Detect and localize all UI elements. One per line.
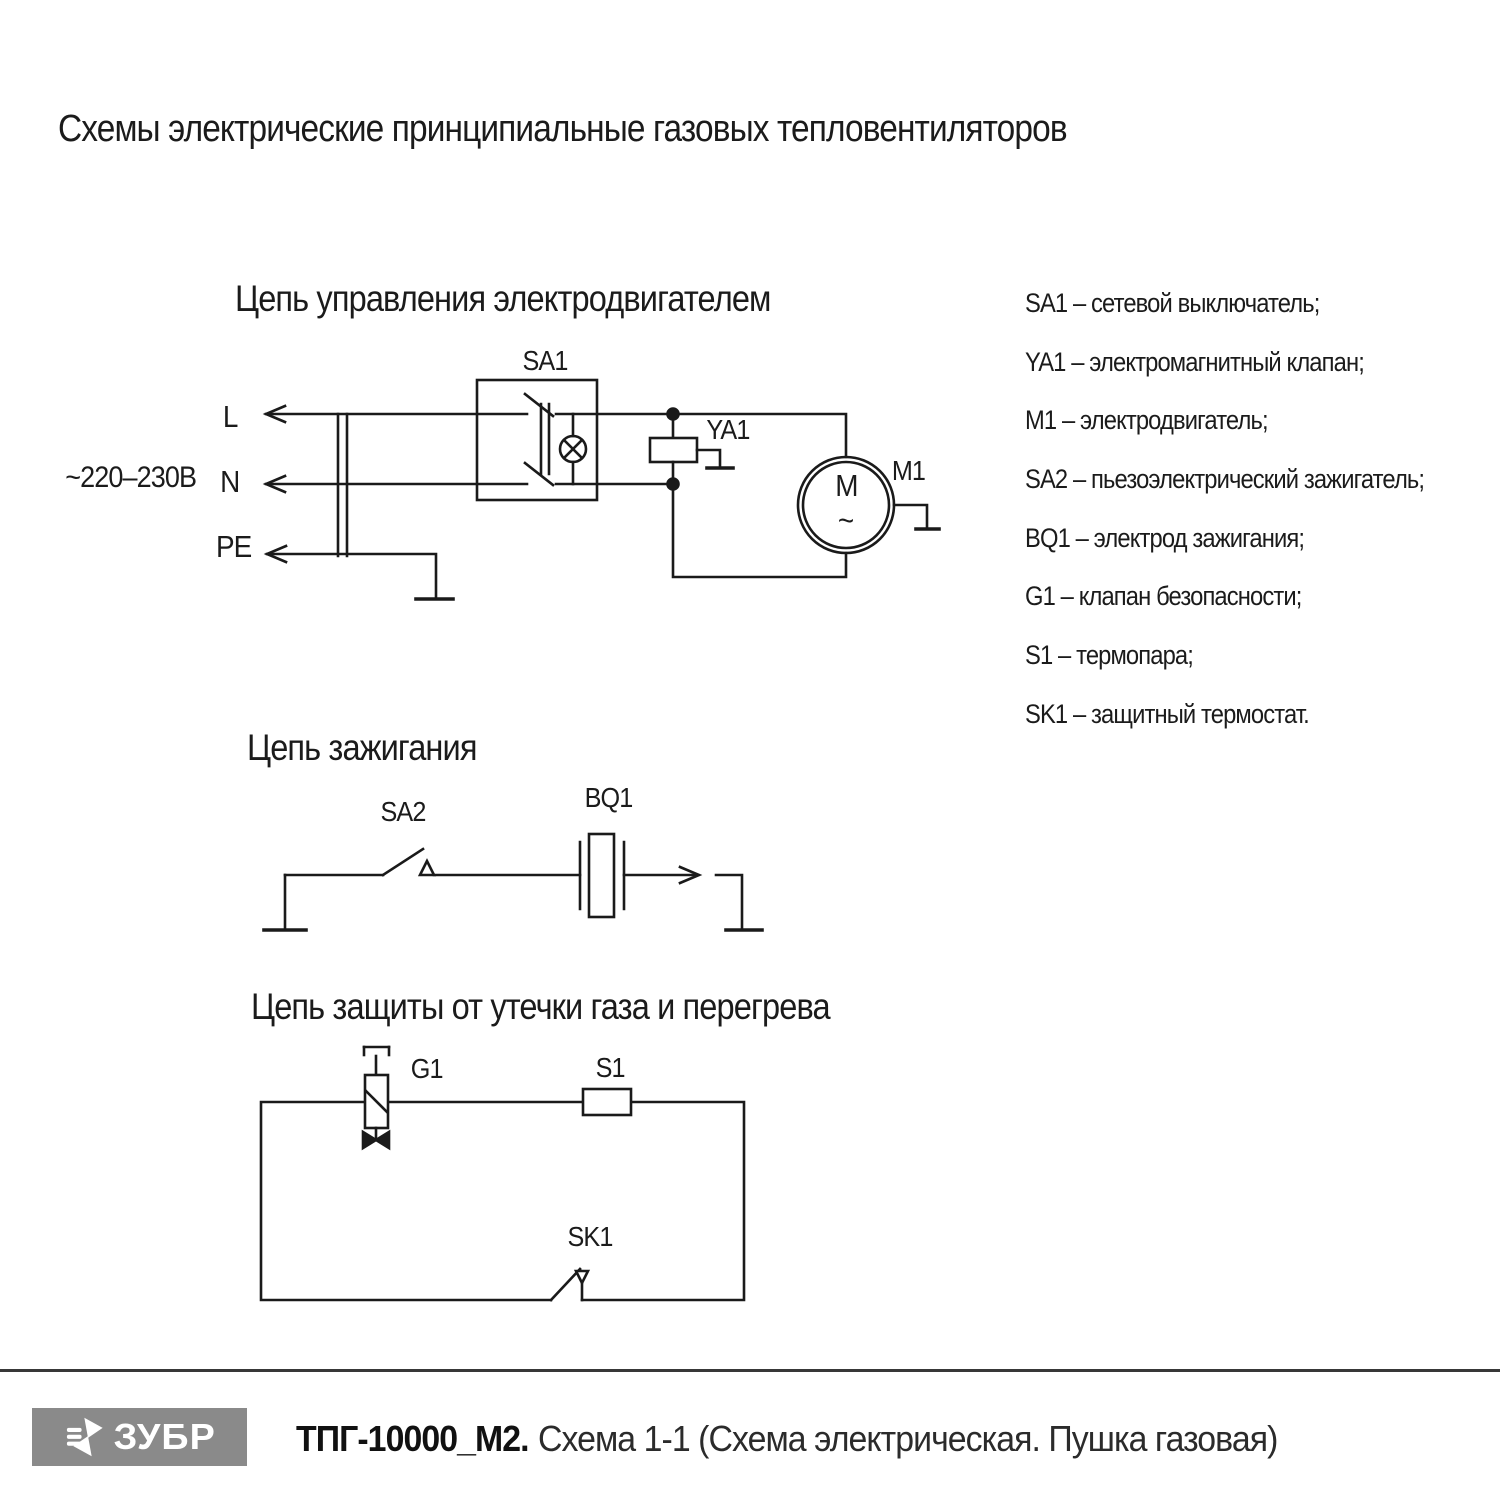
legend-item-ya1: YA1 – электромагнитный клапан; [1025,346,1364,377]
sk1-switch-blade [551,1269,580,1300]
legend-item-sa1: SA1 – сетевой выключатель; [1025,288,1320,318]
sk1-thermostat-symbol [551,1269,588,1300]
label-bq1: BQ1 [585,782,633,813]
protection-circuit [261,1047,744,1300]
terminal-label-n: N [220,464,240,499]
label-ya1: YA1 [705,414,750,445]
label-sk1: SK1 [567,1221,613,1252]
terminal-label-l: L [222,399,238,434]
zubr-arrow-icon [66,1415,110,1459]
legend-item-m1: M1 – электродвигатель; [1025,405,1268,436]
footer-divider [0,1369,1500,1372]
zubr-logo [32,1408,247,1466]
legend-item-g1: G1 – клапан безопасности; [1025,581,1302,612]
legend-item-sk1: SK1 – защитный термостат. [1025,698,1309,729]
mains-terminals [266,406,527,599]
footer-caption-line [296,1418,1277,1460]
page-title [58,108,1204,151]
label-m1: M1 [891,455,925,486]
legend-item-sa2: SA2 – пьезоэлектрический зажигатель; [1025,464,1425,495]
motor-ac-sign: ~ [838,503,854,538]
section-title-protection: Цепь защиты от утечки газа и перегрева [251,986,830,1027]
section-title-ignition: Цепь зажигания [247,727,477,768]
s1-thermocouple-symbol [583,1089,631,1115]
sa1-switch-symbol [477,380,597,500]
label-g1: G1 [411,1053,443,1084]
label-s1: S1 [595,1052,625,1083]
page-title-text: Схемы электрические принципиальные газовых тепловентиляторов [58,108,1067,150]
motor-letter: M [834,468,858,503]
indicator-lamp-icon [560,414,586,484]
legend-item-s1: S1 – термопара; [1025,640,1193,671]
label-sa1: SA1 [522,345,568,376]
zubr-logo-text: ЗУБР [113,1416,216,1457]
footer-model: ТПГ-10000_М2. [296,1418,529,1459]
sa2-switch-blade [383,849,423,875]
junction-dot [668,409,679,420]
section-title-motor-control: Цепь управления электродвигателем [235,278,771,319]
g1-safety-valve-symbol [363,1047,389,1148]
footer-caption: Схема 1-1 (Схема электрическая. Пушка газовая) [537,1418,1278,1459]
legend [1025,288,1479,758]
sa2-contact-icon [420,861,434,875]
label-sa2: SA2 [380,796,426,827]
voltage-label: ~220–230В [65,461,197,494]
gas-valve-icon [363,1132,376,1148]
ignition-circuit [264,834,762,930]
legend-item-bq1: BQ1 – электрод зажигания; [1025,522,1305,553]
gas-valve-icon [376,1132,389,1148]
bq1-electrode-symbol [580,834,624,917]
spark-arrow-icon [680,867,699,883]
junction-dot [668,479,679,490]
terminal-label-pe: PE [216,529,252,564]
